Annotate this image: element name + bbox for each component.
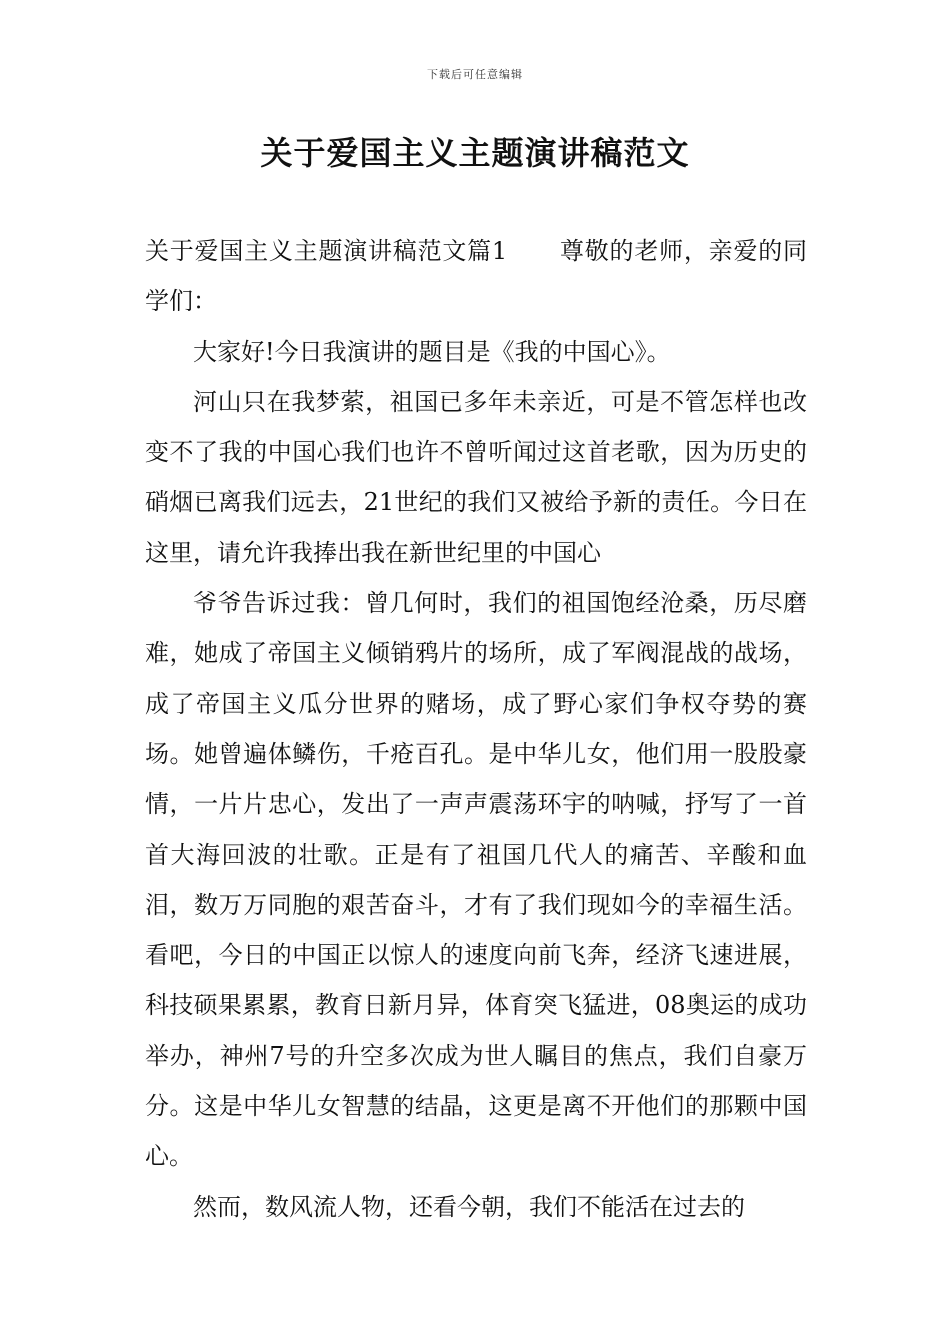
header-note: 下载后可任意编辑 bbox=[427, 68, 523, 81]
paragraph-continuation: 然而，数风流人物，还看今朝，我们不能活在过去的 bbox=[193, 1192, 745, 1221]
salutation: 尊敬的老师，亲爱的同学们： bbox=[145, 237, 808, 316]
intro-paragraph bbox=[145, 226, 807, 327]
paragraph-greeting: 大家好!今日我演讲的题目是《我的中国心》。 bbox=[193, 337, 671, 366]
document-body bbox=[145, 226, 807, 1232]
paragraph-history: 爷爷告诉过我：曾几何时，我们的祖国饱经沧桑，历尽磨难，她成了帝国主义倾销鸦片的场所，成了军阀混战的战场，成了帝国主义瓜分世界的赌场，成了野心家们争权夺势的赛场。她曾遍体鳞伤，千疮百孔。是中华儿女，他们用一股股豪情，一片片忠心，发出了一声声震荡环宇的呐喊，抒写了一首首大海回波的壮歌。正是有了祖国几代人的痛苦、辛酸和血泪，数万万同胞的艰苦奋斗，才有了我们现如今的幸福生活。看吧，今日的中国正以惊人的速度向前飞奔，经济飞速进展，科技硕果累累，教育日新月异，体育突飞猛进，08奥运的成功举办，神州7号的升空多次成为世人瞩目的焦点，我们自豪万分。这是中华儿女智慧的结晶，这更是离不开他们的那颗中国心。 bbox=[145, 589, 807, 1171]
document-title: 关于爱国主义主题演讲稿范文 bbox=[260, 134, 690, 172]
paragraph-heart: 河山只在我梦萦，祖国已多年未亲近，可是不管怎样也改变不了我的中国心我们也许不曾听闻过这首老歌，因为历史的硝烟已离我们远去，21世纪的我们又被给予新的责任。今日在这里，请允许我捧出我在新世纪里的中国心 bbox=[145, 387, 807, 567]
section-heading: 关于爱国主义主题演讲稿范文篇1 bbox=[145, 237, 508, 265]
